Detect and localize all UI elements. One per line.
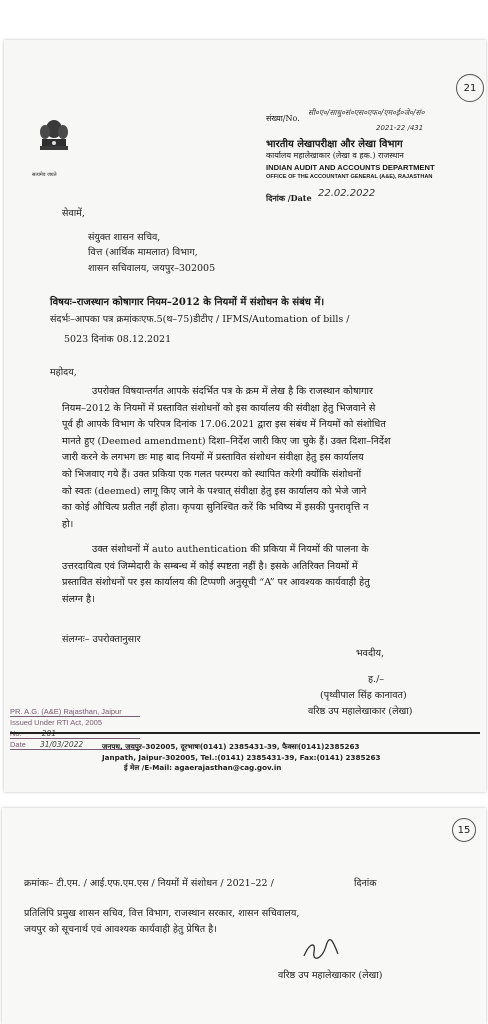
page-2-number-circle: 15 (452, 818, 476, 842)
sanskhya-label: संख्या/No. (266, 114, 300, 123)
page-number-circle: 21 (456, 74, 484, 102)
p1-line: मानते हुए (Deemed amendment) दिशा–निर्देश जारी किए जा चुके हैं। उक्त दिशा–निर्देश (62, 435, 391, 447)
signatory-name: (पृथ्वीपाल सिंह कानावत) (320, 690, 407, 701)
p1-line: पूर्व ही आपके विभाग के परिपत्र दिनांक 17.06.2021 द्वारा इस संबंध में नियमों को संशोधित (62, 419, 386, 431)
p1-line: हो। (62, 518, 74, 530)
reference-line-1: संदर्भः–आपका पत्र क्रमांकःएफ.5(थ–75)डीटीए / IFMS/Automation of bills / (50, 314, 350, 325)
p1-line: नियम–2012 के नियमों में प्रस्तावित संशोधनों को इस कार्यालय की संवीक्षा हेतु भिजवाने से (62, 402, 376, 414)
subject-line: विषयः–राजस्थान कोषागार नियम–2012 के नियमों में संशोधन के संबंध में। (50, 297, 325, 308)
paragraph-1 (62, 384, 391, 533)
p1-line: उपरोक्त विषयान्तर्गत आपके संदर्भित पत्र के क्रम में लेख है कि राजस्थान कोषागार (92, 386, 373, 397)
signatory-designation: वरिष्ठ उप महालेखाकार (लेखा) (308, 706, 413, 717)
addressee-line-1: संयुक्त शासन सचिव, (88, 232, 161, 243)
rti-stamp-line-2: Issued Under RTI Act, 2005 (10, 718, 102, 727)
p2-line: संलग्न है। (62, 593, 95, 605)
rti-date-label: Date (10, 740, 26, 749)
greeting: महोदय, (50, 367, 77, 378)
signature-scribble-icon (300, 938, 342, 964)
p1-line: को स्वतः (deemed) लागू किए जाने के पश्चात् संवीक्षा हेतु इस कार्यालय को भेजे जाने (62, 485, 367, 497)
copy-to-line-2: जयपुर को सूचनार्थ एवं आवश्यक कार्यवाही हेतु प्रेषित है। (24, 924, 217, 935)
footer-line-1: जनपथ, जयपुर–302005, दूरभाषः(0141) 2385431-39, फैक्सः(0141)2385263 (102, 742, 360, 751)
page-2-dinank: दिनांक (354, 878, 377, 889)
footer-line-2: Janpath, Jaipur-302005, Tel.:(0141) 2385431-39, Fax:(0141) 2385263 (102, 752, 381, 762)
addressee-line-2: वित्त (आर्थिक मामलात) विभाग, (88, 247, 198, 258)
dept-eng-1: INDIAN AUDIT AND ACCOUNTS DEPARTMENT (266, 163, 435, 172)
sanskhya-value: सी०ए०/साधु०सं०एस०एफ०/एम०ई०जे०/सं० (308, 108, 425, 117)
closing: भवदीय, (356, 648, 384, 659)
enclosure-note: संलग्नः– उपरोक्तानुसार (62, 634, 141, 645)
date-label: दिनांक /Date (266, 193, 312, 203)
rti-stamp-line-1: PR. A.G. (A&E) Rajasthan, Jaipur (10, 707, 122, 716)
footer-line-3: ई मेल /E-Mail: agaerajasthan@cag.gov.in (124, 763, 282, 772)
date-value: 22.02.2022 (318, 188, 376, 199)
p2-line: प्रस्तावित संशोधनों पर इस कार्यालय की टिप्पणी अनुसूची “A” पर आवश्यक कार्यवाही हेतु (62, 577, 370, 589)
kramank-line: क्रमांकः– टी.एम. / आई.एफ.एम.एस / नियमों में संशोधन / 2021–22 / (24, 878, 274, 889)
salutation: सेवामें, (62, 208, 85, 219)
emblem-caption: सत्यमेव जयते (32, 172, 57, 178)
letter-page-1 (4, 40, 486, 792)
p1-line: जारी करने के लगभग छः माह बाद नियमों में प्रस्तावित संशोधन संवीक्षा हेतु इस कार्यालय (62, 452, 364, 464)
footer-rule (10, 732, 480, 734)
p2-line: उत्तरदायित्व एवं जिम्मेदारी के सम्बन्ध में कोई स्पष्टता नहीं है। इसके अतिरिक्त नियमों में (62, 560, 358, 572)
copy-to-line-1: प्रतिलिपि प्रमुख शासन सचिव, वित्त विभाग, राजस्थान सरकार, शासन सचिवालय, (24, 908, 300, 919)
paragraph-2 (62, 542, 370, 608)
rti-date-value: 31/03/2022 (39, 740, 84, 749)
dept-hindi-2: कार्यालय महालेखाकार (लेखा व हक.) राजस्थान (266, 151, 404, 160)
signature-mark: ह./– (368, 674, 385, 685)
reference-line-2: 5023 दिनांक 08.12.2021 (64, 334, 172, 345)
sanskhya-value-2: 2021-22 /431 (376, 124, 424, 132)
dept-eng-2: OFFICE OF THE ACCOUNTANT GENERAL (A&E), RAJASTHAN (266, 174, 433, 180)
addressee-line-3: शासन सचिवालय, जयपुर–302005 (88, 263, 216, 274)
p1-line: को भिजवाए गये हैं। उक्त प्रकिया एक गलत परम्परा को स्थापित करेगी क्योंकि संशोधनों (62, 468, 362, 480)
page-2-designation: वरिष्ठ उप महालेखाकार (लेखा) (278, 970, 383, 981)
p1-line: का कोई औचित्य प्रतीत नहीं होता। कृपया सुनिश्चित करें कि भविष्य में इसकी पुनरावृत्ति न (62, 502, 369, 514)
national-emblem-icon (34, 115, 74, 175)
dept-hindi-1: भारतीय लेखापरीक्षा और लेखा विभाग (266, 139, 403, 150)
p2-line: उक्त संशोधनों में auto authentication की प्रकिया में नियमों की पालना के (92, 544, 369, 555)
footer-address (102, 742, 381, 774)
